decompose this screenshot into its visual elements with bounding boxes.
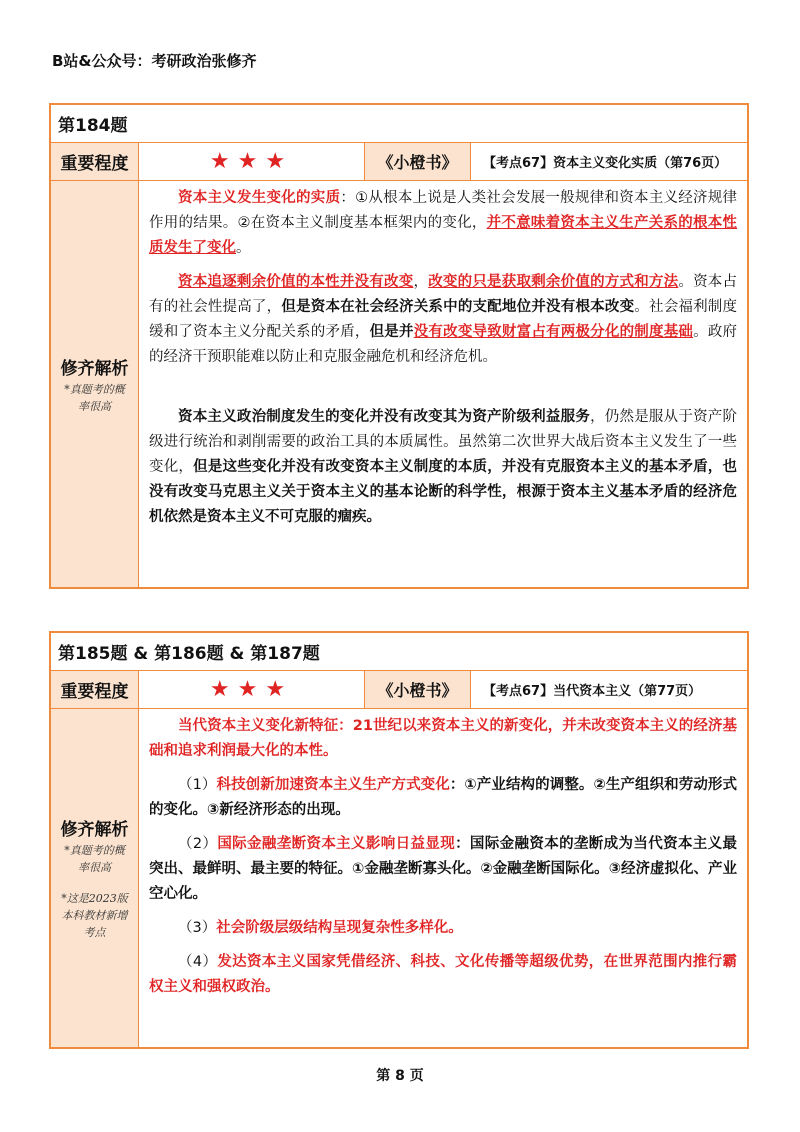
item-number: （4） [178,954,218,970]
paragraph: 当代资本主义变化新特征：21世纪以来资本主义的新变化，并未改变资本主义的经济基础和追求利润最大化的本性。 [149,718,737,759]
text: ， [413,274,429,290]
analysis-label: 修齐解析 [60,358,129,379]
question-title: 第185题 & 第186题 & 第187题 [51,633,747,671]
analysis-row [51,709,747,1047]
bold-phrase: 但是并 [369,324,414,340]
question-185-187-table [49,631,749,1049]
analysis-content [139,181,747,587]
key-phrase: 发达资本主义国家凭借经济、科技、文化传播等超级优势，在世界范围内推行霸权主义和强权政治。 [149,954,737,995]
topic-reference: 【考点67】资本主义变化实质（第76页） [483,156,728,171]
key-phrase: 并不意味着资本主义生产关系的根本性质发生了变化 [149,215,738,256]
importance-label: 重要程度 [51,143,139,180]
analysis-label: 修齐解析 [60,820,129,840]
analysis-side [51,181,139,587]
item-number: （3） [178,920,217,936]
bold-phrase: ：①产业结构的调整。②生产组织和劳动形式的变化。③新经济形态的出现。 [149,777,737,818]
importance-row [51,671,747,709]
book-name: 《小橙书》 [365,143,471,180]
paragraph [149,832,737,907]
page-header: B站&公众号：考研政治张修齐 [52,52,257,70]
text: 。资本占有的社会性提高了， [149,274,738,315]
importance-row [51,143,747,181]
key-phrase: 社会阶级层级结构呈现复杂性多样化。 [216,920,463,936]
text: 。社会福利制度缓和了资本主义分配关系的矛盾， [149,299,738,340]
star-rating: ★★★ [139,671,365,708]
topic-reference: 【考点67】当代资本主义（第77页） [483,684,702,699]
text: 。政府的经济干预职能难以防止和克服金融危机和经济危机。 [149,324,738,365]
paragraph [149,773,737,823]
question-184-table [49,103,749,589]
key-phrase: 资本追逐剩余价值的本性并没有改变 [178,274,414,290]
item-number: （2） [178,836,218,852]
importance-label: 重要程度 [51,671,139,708]
book-name: 《小橙书》 [365,671,471,708]
question-title: 第184题 [51,105,747,143]
text: 。 [236,240,251,256]
text: ，仍然是服从于资产阶级进行统治和剥削需要的政治工具的本质属性。虽然第二次世界大战后资本主义发生了一些变化， [149,409,738,475]
key-phrase: 没有改变导致财富占有两极分化的制度基础 [413,324,694,340]
analysis-row [51,181,747,587]
paragraph [149,405,737,530]
key-phrase: 资本主义发生变化的实质 [178,190,341,206]
key-phrase: 科技创新加速资本主义生产方式变化 [216,777,450,793]
bold-phrase: 但是资本在社会经济关系中的支配地位并没有根本改变 [281,299,635,315]
text: ：①从根本上说是人类社会发展一般规律和资本主义经济规律作用的结果。②在资本主义制度基本框架内的变化， [149,190,738,231]
page-number: 第 8 页 [376,1068,424,1084]
analysis-side [51,709,139,1047]
bold-phrase: 但是这些变化并没有改变资本主义制度的本质，并没有克服资本主义的基本矛盾，也没有改变马克思主义关于资本主义的基本论断的科学性，根源于资本主义基本矛盾的经济危机依然是资本主义不可克服的痼疾。 [149,459,738,525]
new-topic-note: *这是2023版本科教材新增考点 [61,892,128,939]
bold-phrase: ：国际金融资本的垄断成为当代资本主义最突出、最鲜明、最主要的特征。①金融垄断寡头化。②金融垄断国际化。③经济虚拟化、产业空心化。 [149,836,738,902]
bold-phrase: 资本主义政治制度发生的变化并没有改变其为资产阶级利益服务 [178,409,591,425]
paragraph [149,916,737,941]
analysis-content [139,709,747,1047]
key-phrase: 国际金融垄断资本主义影响日益显现 [217,836,456,852]
probability-note: *真题考的概率很高 [64,844,125,874]
paragraph [149,270,737,370]
paragraph [149,950,737,1000]
probability-note: *真题考的概率很高 [64,382,125,413]
star-rating: ★★★ [139,143,365,180]
key-phrase: 改变的只是获取剩余价值的方式和方法 [428,274,679,290]
paragraph [149,186,737,261]
item-number: （1） [178,777,217,793]
